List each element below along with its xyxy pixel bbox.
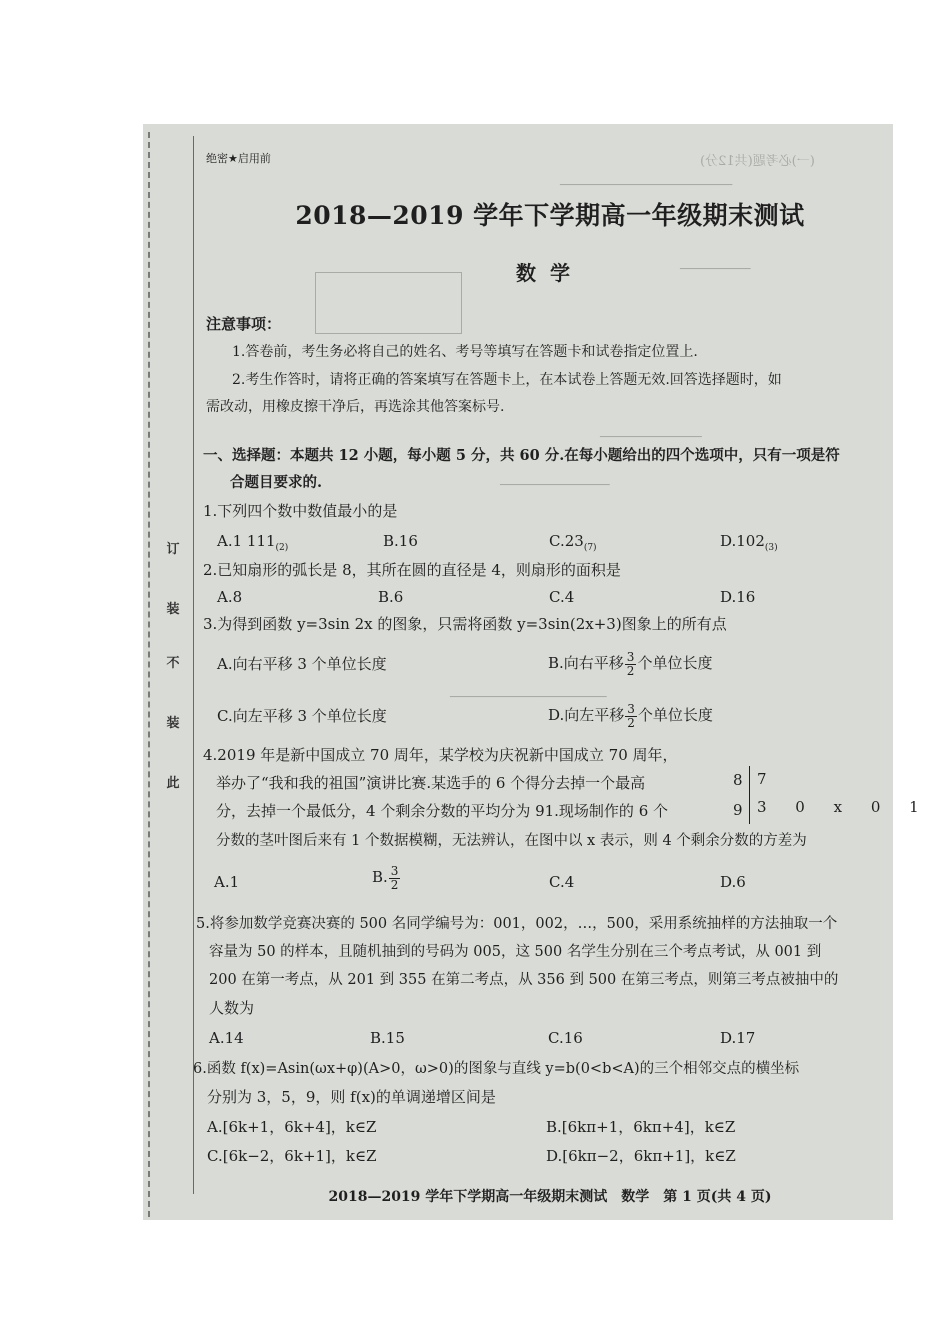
q6-option-d: D.[6kπ−2，6kπ+1]，k∈Z [546, 1147, 736, 1165]
q3-option-b: B.向右平移 $\frac{3}{2}$ 个单位长度 [548, 649, 713, 678]
stem-leaf-row-2: 3 0 x 0 1 [757, 798, 931, 816]
q5-option-d: D.17 [720, 1029, 756, 1047]
q5-option-b: B.15 [370, 1029, 405, 1047]
question-1: 1.下列四个数中数值最小的是 [203, 502, 398, 520]
question-4: 4.2019 年是新中国成立 70 周年，某学校为庆祝新中国成立 70 周年， [203, 746, 678, 764]
q6-option-b: B.[6kπ+1，6kπ+4]，k∈Z [546, 1118, 736, 1136]
show-through: ──────────────────── [450, 690, 607, 705]
show-through: ────────────────────── [560, 178, 733, 193]
show-through: ───────── [680, 262, 751, 277]
q2-option-d: D.16 [720, 588, 756, 606]
notice-heading: 注意事项： [206, 315, 282, 333]
q6-option-c: C.[6k−2，6k+1]，k∈Z [207, 1147, 377, 1165]
q6-option-a: A.[6k+1，6k+4]，k∈Z [207, 1118, 377, 1136]
subject-title: 数学 [516, 261, 584, 285]
q1-option-b: B.16 [383, 532, 418, 550]
q2-option-b: B.6 [378, 588, 404, 606]
page-footer: 2018—2019 学年下学期高一年级期末测试 数学 第 1 页(共 4 页) [328, 1189, 772, 1205]
question-5: 5.将参加数学竞赛决赛的 500 名同学编号为：001，002，…，500，采用系统抽样的方法抽取一个 [196, 916, 838, 932]
q1-option-d: $D.102_{(3)}$ [720, 532, 778, 553]
question-5-line2: 容量为 50 的样本，且随机抽到的号码为 005，这 500 名学生分别在三个考点考试，从 001 到 [209, 944, 822, 960]
margin-rule [193, 136, 194, 1194]
q2-option-a: A.8 [217, 588, 243, 606]
exam-title: 2018—2019 学年下学期高一年级期末测试 [295, 201, 805, 230]
seal-char: 装 [166, 602, 180, 617]
q3-option-a: A.向右平移 3 个单位长度 [217, 655, 387, 673]
fraction: $\frac{3}{2}$ [626, 649, 635, 678]
q4-option-d: D.6 [720, 873, 746, 891]
seal-char: 此 [166, 776, 180, 791]
show-through: (一)必考题(共12分) [700, 154, 815, 169]
show-through: ────────────── [500, 478, 610, 493]
question-5-line3: 200 在第一考点，从 201 到 355 在第二考点，从 356 到 500 在第三考点，则第三考点被抽中的 [209, 972, 839, 988]
stem-9: 9 [733, 801, 743, 819]
question-3: 3.为得到函数 y=3sin 2x 的图象，只需将函数 y=3sin(2x+3)图象上的所有点 [203, 615, 727, 633]
question-4-line3: 分，去掉一个最低分，4 个剩余分数的平均分为 91.现场制作的 6 个 [216, 802, 669, 820]
fraction: $\frac{3}{2}$ [390, 863, 399, 892]
show-through: ───────────── [600, 430, 702, 445]
q4-option-a: A.1 [214, 873, 240, 891]
q2-option-c: C.4 [549, 588, 575, 606]
question-6-line2: 分别为 3，5，9，则 f(x)的单调递增区间是 [207, 1088, 496, 1106]
stem-8: 8 [733, 771, 743, 789]
q3-option-d: D.向左平移 $\frac{3}{2}$ 个单位长度 [548, 701, 713, 730]
q3-option-c: C.向左平移 3 个单位长度 [217, 707, 387, 725]
section-heading-cont: 合题目要求的. [230, 474, 323, 491]
confidential-label: 绝密★启用前 [206, 152, 271, 165]
seal-char: 不 [166, 656, 180, 671]
notice-item-2: 2.考生作答时，请将正确的答案填写在答题卡上，在本试卷上答题无效.回答选择题时，如 [232, 372, 782, 388]
q4-option-c: C.4 [549, 873, 575, 891]
seal-char: 装 [166, 716, 180, 731]
q1-option-c: $C.23_{(7)}$ [549, 532, 597, 553]
notice-item-1: 1.答卷前，考生务必将自己的姓名、考号等填写在答题卡和试卷指定位置上. [232, 344, 698, 360]
seal-char: 订 [166, 542, 180, 557]
question-2: 2.已知扇形的弧长是 8，其所在圆的直径是 4，则扇形的面积是 [203, 561, 621, 579]
question-5-line4: 人数为 [209, 999, 255, 1017]
q5-option-a: A.14 [209, 1029, 244, 1047]
section-heading: 一、选择题：本题共 12 小题，每小题 5 分，共 60 分.在每小题给出的四个选项中，只有一项是符 [203, 447, 840, 464]
binding-dashed-line [148, 132, 150, 1217]
q5-option-c: C.16 [548, 1029, 583, 1047]
stem-leaf-stems [733, 765, 743, 825]
q1-option-a: A.1 $111_{(2)}$ [217, 532, 289, 553]
question-4-line2: 举办了“我和我的祖国”演讲比赛.某选手的 6 个得分去掉一个最高 [216, 774, 646, 792]
question-6: 6.函数 f(x)=Asin(ωx+φ)(A>0，ω>0)的图象与直线 y=b(0<b<A)的三个相邻交点的横坐标 [193, 1061, 800, 1077]
fraction: $\frac{3}{2}$ [627, 701, 635, 730]
stem-leaf-divider [749, 766, 750, 824]
notice-item-2-cont: 需改动，用橡皮擦干净后，再选涂其他答案标号. [206, 399, 505, 415]
q4-option-b: B. $\frac{3}{2}$ [372, 863, 399, 892]
stem-leaf-row-1: 7 [757, 770, 779, 788]
question-4-line4: 分数的茎叶图后来有 1 个数据模糊，无法辨认，在图中以 x 表示，则 4 个剩余分数的方差为 [216, 833, 807, 849]
